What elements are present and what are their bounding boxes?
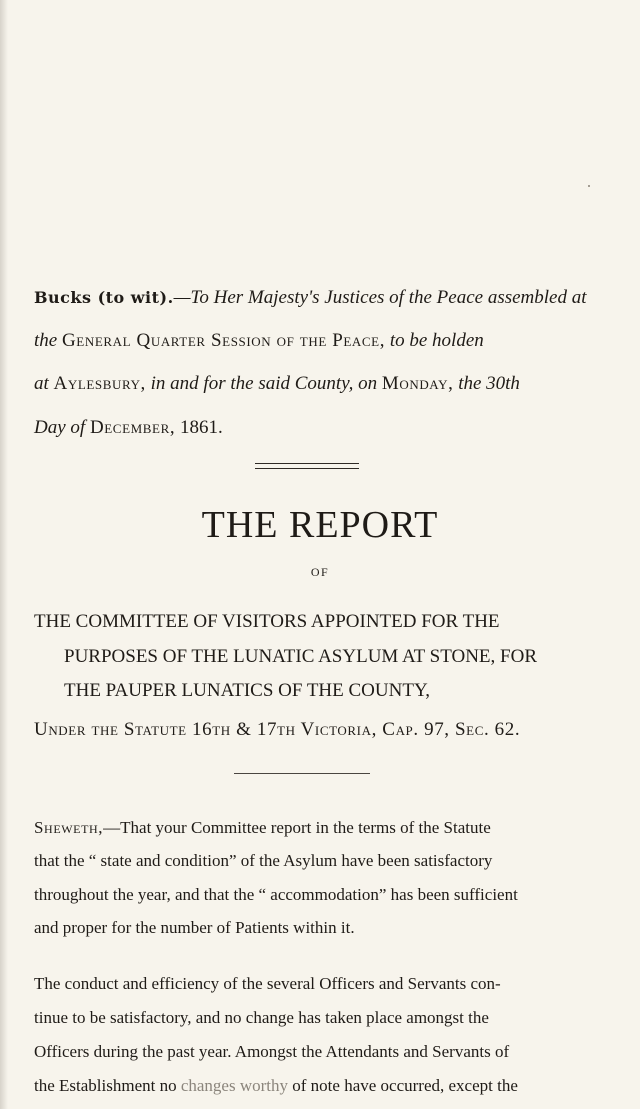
paragraph-2-line-4 [34, 1077, 584, 1094]
subtitle-line-1: THE COMMITTEE OF VISITORS APPOINTED FOR THE [34, 611, 500, 632]
statute-reference: Under the Statute 16th & 17th Victoria, Cap. 97, Sec. 62. [34, 719, 521, 740]
title-of: OF [310, 565, 330, 579]
page-edge-shadow [0, 0, 8, 1109]
paragraph-1-line-3 [34, 886, 584, 903]
paper-speck [588, 185, 590, 187]
day-number: the 30th [458, 373, 520, 394]
paragraph-2-line-3 [34, 1043, 584, 1060]
subtitle-line-2: PURPOSES OF THE LUNATIC ASYLUM AT STONE, FOR [64, 646, 537, 667]
county-blackletter: Bucks (to wit). [34, 288, 174, 307]
session-name: General Quarter Session of the Peace, [61, 330, 386, 351]
address-text: —To Her Majesty's Justices of the Peace assembled at [173, 287, 587, 308]
paragraph-2-line-1 [34, 975, 584, 992]
body-text: —That your Committee report in the terms of the Statute [103, 818, 491, 837]
body-text: throughout the year, and that the “ accommodation” has been sufficient [34, 885, 518, 904]
body-text: that the “ state and condition” of the Asylum have been satisfactory [34, 851, 493, 870]
body-text: The conduct and efficiency of the several Officers and Servants con- [34, 974, 501, 993]
paragraph-2-line-2 [34, 1009, 584, 1026]
heading-word: at [34, 373, 49, 394]
heading-line-4 [34, 418, 604, 437]
year: 1861. [179, 417, 223, 438]
weekday-name: Monday, [381, 373, 454, 394]
month-name: December, [89, 417, 176, 438]
heading-word: to be holden [389, 330, 484, 351]
single-rule-divider [234, 773, 370, 774]
heading-line-2 [34, 331, 604, 350]
paragraph-1-line-2 [34, 852, 584, 869]
subtitle-line-3: THE PAUPER LUNATICS OF THE COUNTY, [64, 680, 430, 701]
body-text: of note have occurred, except the [292, 1076, 518, 1095]
heading-word: in and for the said County, on [150, 373, 378, 394]
paragraph-1-line-4 [34, 919, 584, 936]
paragraph-1-line-1 [34, 819, 584, 836]
heading-line-1 [34, 288, 604, 307]
body-text: and proper for the number of Patients within it. [34, 918, 355, 937]
body-text: tinue to be satisfactory, and no change has taken place amongst the [34, 1008, 489, 1027]
heading-line-3 [34, 374, 604, 393]
heading-word: Day of [34, 417, 86, 438]
double-rule-divider [255, 463, 359, 469]
body-text: the Establishment no [34, 1076, 177, 1095]
sheweth-lead: Sheweth, [34, 818, 104, 837]
body-text: Officers during the past year. Amongst the Attendants and Servants of [34, 1042, 510, 1061]
place-name: Aylesbury, [53, 373, 146, 394]
faint-text: changes worthy [180, 1076, 289, 1095]
heading-word: the [34, 330, 58, 351]
report-title: THE REPORT [201, 504, 439, 546]
